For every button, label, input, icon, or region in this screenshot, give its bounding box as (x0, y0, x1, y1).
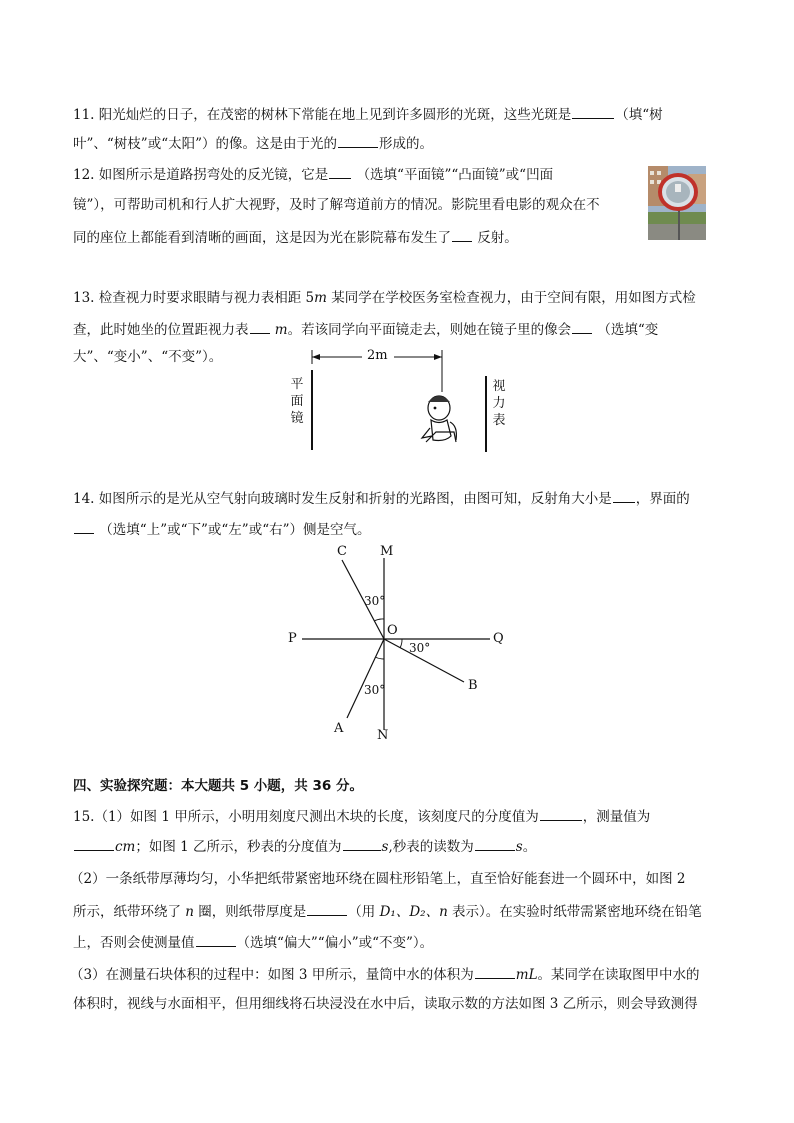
label-P: P (288, 631, 297, 646)
answer-blank[interactable] (475, 964, 515, 979)
angle-label-bottom: 30° (364, 683, 386, 697)
q11-line-1: 11. 阳光灿烂的日子，在茂密的树林下常能在地上见到许多圆形的光斑，这些光斑是 （填“树 (73, 104, 663, 124)
q13-line-3: 大”、“变小”、“不变”）。 (73, 349, 223, 365)
q14-line-2: （选填“上”或“下”或“左”或“右”）侧是空气。 (73, 519, 371, 539)
label-Q: Q (493, 631, 504, 646)
answer-blank[interactable] (572, 104, 614, 119)
label-N: N (377, 728, 389, 743)
q15-line-6: （3）在测量石块体积的过程中：如图 3 甲所示，量筒中水的体积为 mL。某同学在读取图甲中水的 (70, 964, 700, 984)
answer-blank[interactable] (307, 901, 347, 916)
eye-test-figure (280, 342, 520, 457)
q14-line-1: 14. 如图所示的是光从空气射向玻璃时发生反射和折射的光路图，由图可知，反射角大小是 ，界面的 (73, 488, 690, 508)
answer-blank[interactable] (613, 488, 635, 503)
convex-mirror-photo (648, 166, 706, 240)
q12-line-1: 12. 如图所示是道路拐弯处的反光镜，它是 （选填“平面镜”“凸面镜”或“凹面 (73, 164, 553, 184)
answer-blank[interactable] (343, 836, 381, 851)
q15-line-3: （2）一条纸带厚薄均匀，小华把纸带紧密地环绕在圆柱形铅笔上，直至恰好能套进一个圆环中，如图 2 (70, 871, 686, 887)
q13-line-2: 查，此时她坐的位置距视力表 m。若该同学向平面镜走去，则她在镜子里的像会 （选填“变 (73, 319, 658, 339)
plane-mirror-label: 平 面 镜 (290, 377, 304, 426)
answer-blank[interactable] (196, 932, 236, 947)
light-path-figure (280, 540, 520, 745)
label-B: B (468, 678, 478, 693)
eye-chart-label: 视 力 表 (492, 379, 506, 428)
label-A: A (334, 721, 344, 736)
q12-line-3: 同的座位上都能看到清晰的画面，这是因为光在影院幕布发生了 反射。 (73, 227, 518, 247)
q15-line-7: 体积时，视线与水面相平，但用细线将石块浸没在水中后，读取示数的方法如图 3 乙所示，则会导致测得 (73, 996, 698, 1012)
q15-line-1: 15.（1）如图 1 甲所示，小明用刻度尺测出木块的长度，该刻度尺的分度值为 ，测量值为 (73, 806, 650, 826)
answer-blank[interactable] (452, 227, 472, 242)
q15-line-2: cm；如图 1 乙所示，秒表的分度值为 s,秒表的读数为 s。 (73, 836, 536, 856)
section-heading: 四、实验探究题：本大题共 5 小题，共 36 分。 (73, 778, 363, 794)
answer-blank[interactable] (475, 836, 515, 851)
answer-blank[interactable] (250, 319, 270, 334)
label-M: M (380, 544, 394, 559)
q13-line-1: 13. 检查视力时要求眼睛与视力表相距 5m 某同学在学校医务室检查视力，由于空间有限，用如图方式检 (73, 290, 696, 306)
answer-blank[interactable] (572, 319, 592, 334)
answer-blank[interactable] (74, 519, 94, 534)
answer-blank[interactable] (74, 836, 114, 851)
q12-line-2: 镜”），可帮助司机和行人扩大视野，及时了解弯道前方的情况。影院里看电影的观众在不 (73, 197, 600, 213)
distance-label: 2m (367, 348, 388, 363)
answer-blank[interactable] (338, 133, 378, 148)
answer-blank[interactable] (329, 164, 351, 179)
answer-blank[interactable] (540, 806, 582, 821)
label-O: O (387, 623, 398, 638)
label-C: C (337, 544, 347, 559)
angle-label-right: 30° (409, 641, 431, 655)
q15-line-5: 上，否则会使测量值 （选填“偏大”“偏小”或“不变”）。 (73, 932, 433, 952)
q11-line-2: 叶”、“树枝”或“太阳”）的像。这是由于光的 形成的。 (73, 133, 433, 153)
angle-label-top: 30° (364, 594, 386, 608)
q15-line-4: 所示，纸带环绕了 n 圈，则纸带厚度是 （用 D₁、D₂、n 表示）。在实验时纸带需紧密地环绕在铅笔 (73, 901, 702, 921)
